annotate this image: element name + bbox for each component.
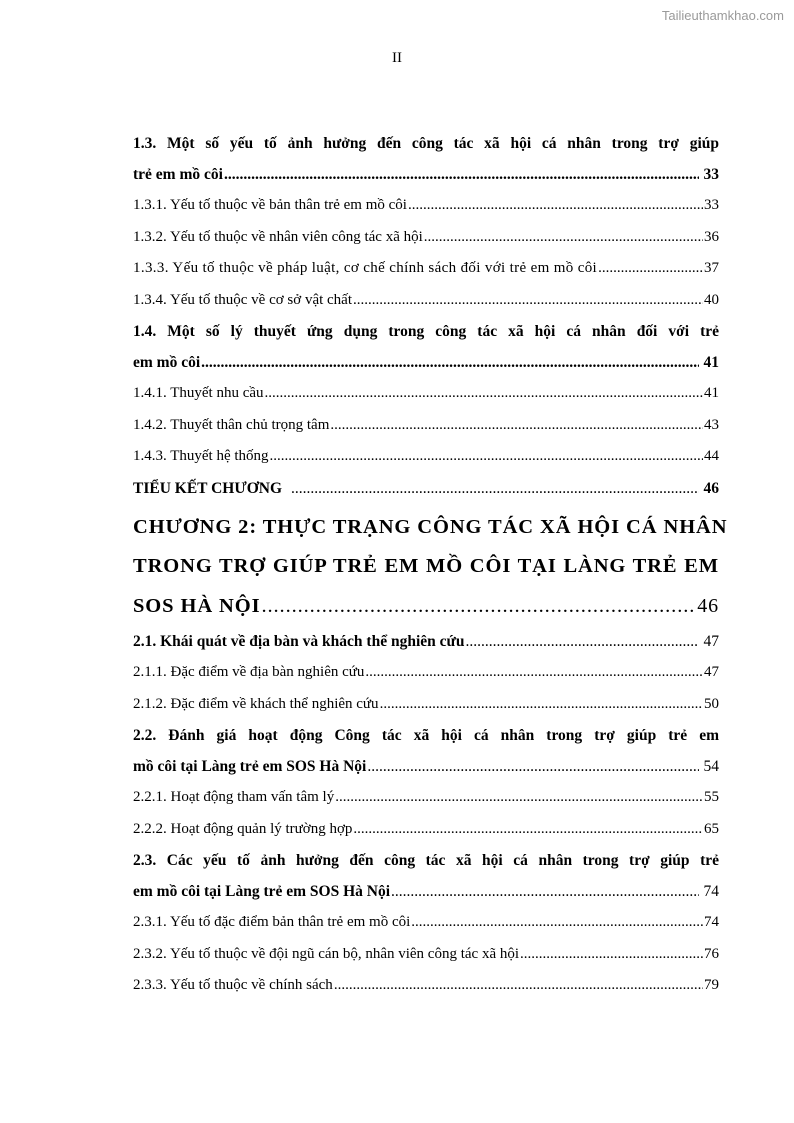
toc-entry-title: 1.4.3. Thuyết hệ thống: [133, 448, 269, 464]
toc-entry-title: 2.2. Đánh giá hoạt động Công tác xã hội cá nhân trong trợ giúp trẻ em: [133, 727, 719, 744]
toc-page-number: 74: [703, 883, 719, 900]
toc-entry-title-cont: em mồ côi: [133, 354, 201, 371]
dot-leader: [367, 751, 698, 782]
toc-chapter-title: CHƯƠNG 2: THỰC TRẠNG CÔNG TÁC XÃ HỘI CÁ NHÂN: [133, 515, 728, 538]
toc-subsection-1-4-2[interactable]: [133, 410, 719, 442]
toc-entry-title: 1.3.2. Yếu tố thuộc về nhân viên công tác xã hội: [133, 228, 423, 245]
toc-entry-title: 1.3.3. Yếu tố thuộc về pháp luật, cơ chế chính sách đối với trẻ em mồ côi: [133, 260, 598, 276]
toc-page-number: 46: [697, 594, 719, 617]
toc-entry-title: 2.2.1. Hoạt động tham vấn tâm lý: [133, 789, 335, 805]
toc-subsection-2-3-2[interactable]: [133, 939, 719, 971]
toc-page-number: 76: [704, 945, 719, 962]
toc-section-2-2[interactable]: [133, 720, 719, 782]
toc-section-2-1[interactable]: [133, 626, 719, 657]
toc-entry-title: 1.4.1. Thuyết nhu cầu: [133, 385, 264, 401]
dot-leader: [224, 159, 699, 190]
dot-leader: [520, 939, 703, 971]
toc-page-number: 74: [704, 914, 719, 930]
toc-entry-title-cont: mồ côi tại Làng trẻ em SOS Hà Nội: [133, 758, 367, 775]
dot-leader: [391, 876, 698, 907]
dot-leader: [380, 689, 703, 721]
toc-subsection-1-4-3[interactable]: [133, 441, 719, 473]
toc-section-2-3[interactable]: [133, 845, 719, 907]
toc-page-number: 43: [704, 416, 719, 433]
toc-subsection-2-2-1[interactable]: [133, 782, 719, 814]
toc-entry-title-cont: trẻ em mồ côi: [133, 166, 223, 183]
toc-entry-title: 2.3.1. Yếu tố đặc điểm bản thân trẻ em mồ côi: [133, 914, 411, 930]
toc-chapter-title-end: SOS HÀ NỘI: [133, 594, 261, 617]
toc-entry-title: 1.3.1. Yếu tố thuộc về bản thân trẻ em mồ côi: [133, 197, 407, 213]
dot-leader: [353, 285, 703, 317]
toc-subsection-2-3-1[interactable]: [133, 907, 719, 939]
toc-section-1-4[interactable]: [133, 316, 719, 378]
dot-leader: [201, 347, 698, 378]
dot-leader: [598, 253, 703, 285]
page-number: II: [392, 50, 402, 66]
toc-page-number: 37: [704, 260, 719, 276]
dot-leader: [330, 410, 703, 442]
toc-subsection-2-1-2[interactable]: [133, 689, 719, 721]
toc-chapter-title-cont: TRONG TRỢ GIÚP TRẺ EM MỒ CÔI TẠI LÀNG TRẺ EM: [133, 555, 719, 577]
toc-entry-title: 2.2.2. Hoạt động quản lý trường hợp: [133, 820, 353, 837]
toc-page-number: 47: [703, 633, 719, 650]
toc-entry-title-cont: em mồ côi tại Làng trẻ em SOS Hà Nội: [133, 883, 391, 900]
toc-entry-title: 2.3.2. Yếu tố thuộc về đội ngũ cán bộ, nhân viên công tác xã hội: [133, 945, 520, 962]
toc-entry-title: 2.1.1. Đặc điểm về địa bàn nghiên cứu: [133, 664, 365, 680]
toc-chapter-2[interactable]: [133, 508, 728, 627]
toc-entry-title: 1.3.4. Yếu tố thuộc về cơ sở vật chất: [133, 291, 353, 308]
toc-page-number: 36: [704, 228, 719, 245]
toc-subsection-1-4-1[interactable]: [133, 378, 719, 410]
toc-entry-title: 1.3. Một số yếu tố ảnh hưởng đến công tác xã hội cá nhân trong trợ giúp: [133, 135, 719, 152]
dot-leader: [261, 587, 696, 627]
dot-leader: [408, 190, 703, 222]
toc-page-number: 79: [704, 977, 719, 993]
toc-page-number: 33: [703, 166, 719, 183]
watermark: Tailieuthamkhao.com: [661, 8, 784, 23]
toc-page-number: 47: [704, 664, 719, 680]
toc-entry-title: 1.4. Một số lý thuyết ứng dụng trong công tác xã hội cá nhân đối với trẻ: [133, 323, 719, 340]
toc-page-number: 50: [704, 695, 719, 712]
dot-leader: [270, 441, 703, 473]
toc-page-number: 40: [704, 291, 719, 308]
toc-subsection-2-2-2[interactable]: [133, 814, 719, 846]
toc-entry-title: 2.3.3. Yếu tố thuộc về chính sách: [133, 977, 333, 993]
dot-leader: [365, 657, 703, 689]
toc-subsection-2-3-3[interactable]: [133, 970, 719, 1002]
toc-entry-title: 2.3. Các yếu tố ảnh hưởng đến công tác xã hội cá nhân trong trợ giúp trẻ: [133, 852, 719, 869]
dot-leader: [291, 473, 699, 504]
toc-chapter-summary[interactable]: [133, 473, 719, 504]
dot-leader: [335, 782, 703, 814]
toc-page-number: 44: [704, 448, 719, 464]
toc-page-number: 41: [704, 385, 719, 401]
dot-leader: [465, 626, 698, 657]
toc-section-1-3[interactable]: [133, 128, 719, 190]
dot-leader: [265, 378, 703, 410]
toc-entry-title: 2.1.2. Đặc điểm về khách thể nghiên cứu: [133, 695, 379, 712]
toc-subsection-1-3-1[interactable]: [133, 190, 719, 222]
toc-page-number: 46: [703, 479, 719, 497]
dot-leader: [353, 814, 703, 846]
toc-page-number: 55: [704, 789, 719, 805]
toc-entry-title: 1.4.2. Thuyết thân chủ trọng tâm: [133, 416, 330, 433]
toc-entry-title: 2.1. Khái quát về địa bàn và khách thể nghiên cứu: [133, 633, 465, 650]
dot-leader: [334, 970, 703, 1002]
toc-entry-title: TIỂU KẾT CHƯƠNG: [133, 479, 282, 497]
table-of-contents: [133, 128, 728, 1002]
toc-page-number: 41: [703, 354, 719, 371]
dot-leader: [411, 907, 703, 939]
toc-page-number: 65: [704, 820, 719, 837]
dot-leader: [424, 222, 703, 254]
toc-page-number: 33: [704, 197, 719, 213]
toc-subsection-1-3-2[interactable]: [133, 222, 719, 254]
toc-page-number: 54: [703, 758, 719, 775]
toc-subsection-1-3-4[interactable]: [133, 285, 719, 317]
toc-subsection-2-1-1[interactable]: [133, 657, 719, 689]
toc-subsection-1-3-3[interactable]: [133, 253, 719, 285]
